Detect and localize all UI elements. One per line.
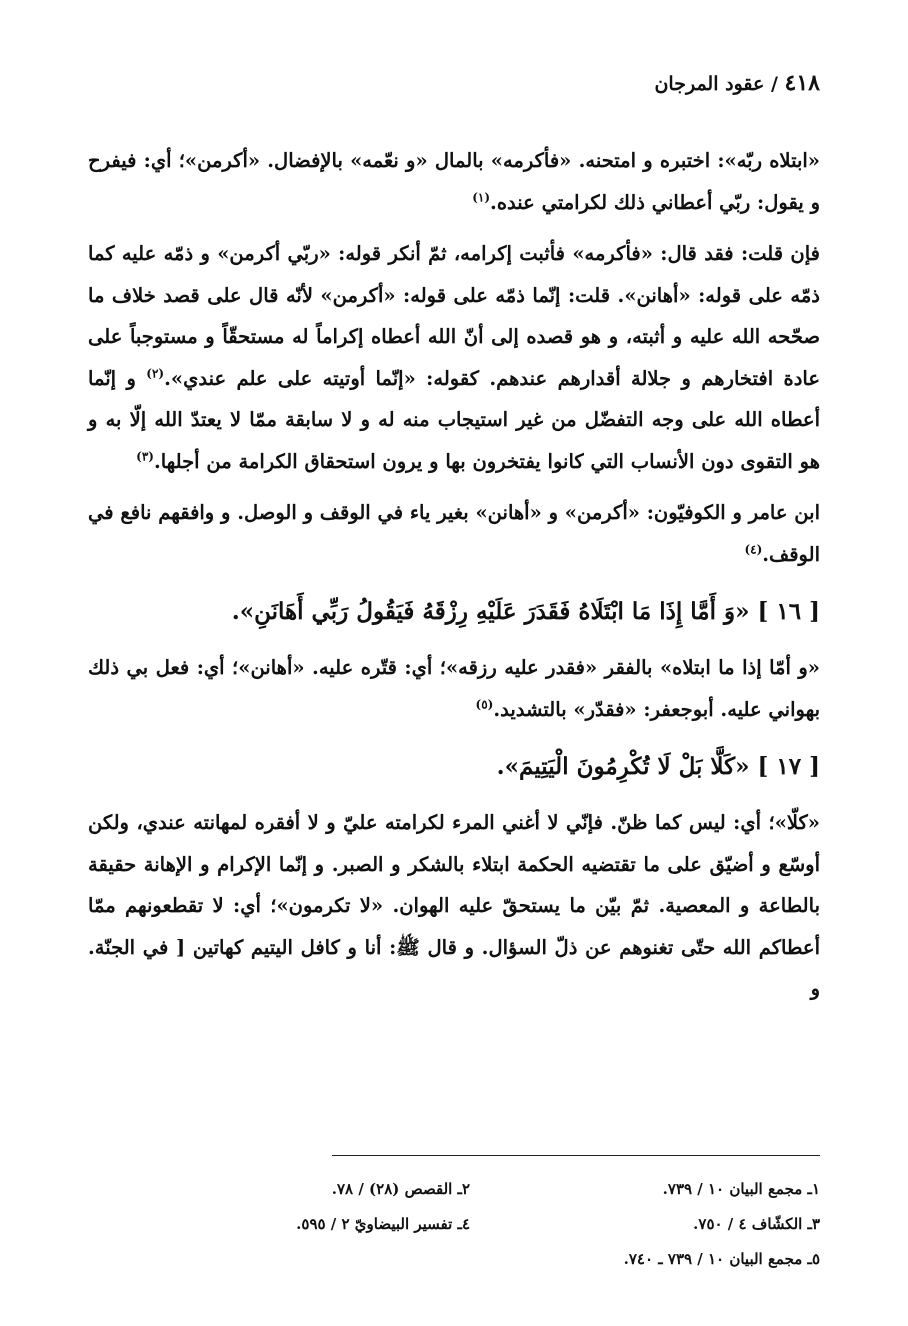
footnote: ٤ـ تفسير البيضاويّ ٢ / ٥٩٥. [296, 1215, 470, 1233]
verse-text: «وَ أَمَّا إِذَا مَا ابْتَلَاهُ فَقَدَرَ عَلَيْهِ رِزْقَهُ فَيَقُولُ رَبِّي أَهَانَنِ». [231, 598, 750, 625]
footnote-ref: (٣) [136, 449, 154, 463]
footnote-ref: (٤) [744, 542, 763, 556]
footnote-row [88, 1207, 820, 1242]
header-separator: / [770, 73, 778, 95]
footnote-divider [332, 1155, 820, 1156]
page-body [88, 140, 820, 1020]
paragraph-text: فإن قلت: فقد قال: «فأكرمه» فأثبت إكرامه، ثمّ أنكر قوله: «ربّي أكرمن» و ذمّه عليه كما ذمّه على قوله: «أهانن». قلت: إنّما ذمّه على قوله: «أكرمن» لأنّه قال على قصد خلاف ما صحّحه الله عليه و أثبته، و هو قصده إلى أنّ الله أعطاه إكراماً له مستحقّاً و مستوجباً على عادة افتخارهم و جلالة أقدارهم عندهم. كقوله: «إنّما أوتيته على علم عندي». [88, 242, 820, 390]
paragraph-text: ابن عامر و الكوفيّون: «أكرمن» و «أهانن» بغير ياء في الوقف و الوصل. و وافقهم نافع في الوقف. [88, 501, 820, 566]
verse-text: «كَلَّا بَلْ لَا تُكْرِمُونَ الْيَتِيمَ». [496, 753, 750, 780]
footnote-ref: (٥) [475, 697, 494, 711]
paragraph [88, 492, 820, 575]
verse-number: [ ١٧ ] [757, 753, 820, 780]
footnote: ٢ـ القصص (٢٨) / ٧٨. [331, 1180, 470, 1198]
footnote: ٥ـ مجمع البيان ١٠ / ٧٣٩ ـ ٧٤٠. [623, 1250, 820, 1268]
book-title: عقود المرجان [654, 73, 765, 95]
paragraph [88, 647, 820, 730]
footnote-ref: (١) [472, 190, 491, 204]
footnote-row [88, 1242, 820, 1277]
footnote: ٣ـ الكشّاف ٤ / ٧٥٠. [693, 1215, 820, 1233]
paragraph-text: «و أمّا إذا ما ابتلاه» بالفقر «فقدر عليه رزقه»؛ أي: قتّره عليه. «أهانن»؛ أي: فعل بي ذلك بهواني عليه. أبوجعفر: «فقدّر» بالتشديد. [88, 656, 820, 721]
footnote-row [88, 1172, 820, 1207]
footnotes [88, 1172, 820, 1277]
paragraph-text: و إنّما أعطاه الله على وجه التفضّل من غير استيجاب منه له و لا سابقة ممّا لا يعتدّ الله إلّا به و هو التقوى دون الأنساب التي كانوا يفتخرون بها و يرون استحقاق الكرامة من أجلها. [88, 366, 820, 473]
verse-heading [88, 746, 820, 788]
footnote-ref: (٢) [146, 366, 165, 380]
paragraph-text: «ابتلاه ربّه»: اختبره و امتحنه. «فأكرمه» بالمال «و نعّمه» بالإفضال. «أكرمن»؛ أي: فيفرح و يقول: ربّي أعطاني ذلك لكرامتي عنده. [88, 149, 820, 214]
verse-number: [ ١٦ ] [757, 598, 820, 625]
page-number: ٤١٨ [784, 70, 820, 96]
footnote: ١ـ مجمع البيان ١٠ / ٧٣٩. [662, 1180, 820, 1198]
page-header [88, 70, 820, 96]
verse-heading [88, 591, 820, 633]
paragraph [88, 140, 820, 223]
paragraph-text: «كلّا»؛ أي: ليس كما ظنّ. فإنّي لا أغني المرء لكرامته عليّ و لا أفقره لمهانته عندي، ولكن أوسّع و أضيّق على ما تقتضيه الحكمة ابتلاء بالشكر و الصبر. و إنّما الإكرام و الإهانة حقيقة بالطاعة و المعصية. ثمّ بيّن ما يستحقّ عليه الهوان. «لا تكرمون»؛ أي: لا تقطعونهم ممّا أعطاكم الله حتّى تغنوهم عن ذلّ السؤال. و قال ﷺ: أنا و كافل اليتيم كهاتين [ في الجنّة. و [88, 811, 820, 1000]
paragraph [88, 233, 820, 482]
paragraph [88, 802, 820, 1010]
